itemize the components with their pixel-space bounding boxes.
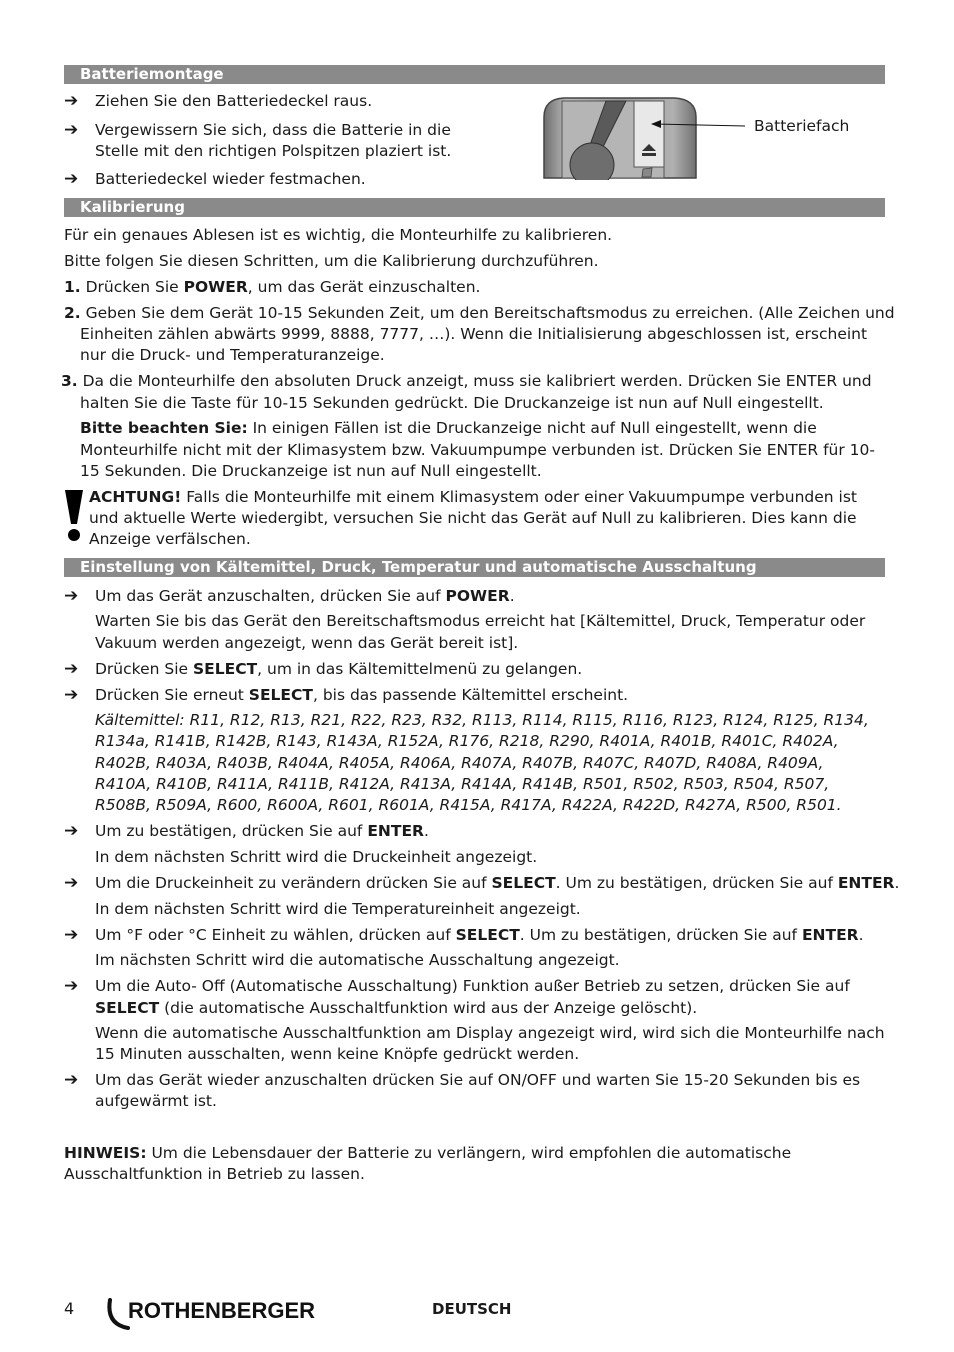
setup-step-pressure-unit: Um die Druckeinheit zu verändern drücken Sie auf SELECT. Um zu bestätigen, drücken Sie auf ENTER. [95, 874, 900, 892]
arrow-right-icon: ➔ [64, 685, 79, 705]
language-label: DEUTSCH [432, 1300, 512, 1318]
setup-step-restart-line2: aufgewärmt ist. [95, 1092, 217, 1110]
setup-step-select: Drücken Sie SELECT, um in das Kältemittelmenü zu gelangen. [95, 660, 583, 678]
svg-text:ROTHENBERGER: ROTHENBERGER [128, 1298, 316, 1323]
setup-step-confirm-sub: In dem nächsten Schritt wird die Druckeinheit angezeigt. [95, 848, 538, 866]
calibration-step-3-line1: 3. Da die Monteurhilfe den absoluten Druck anzeigt, muss sie kalibriert werden. Drücken Sie ENTER und [61, 372, 872, 390]
arrow-right-icon: ➔ [64, 976, 79, 996]
arrow-right-icon: ➔ [64, 659, 79, 679]
rothenberger-logo [104, 1294, 346, 1332]
battery-compartment-label: Batteriefach [754, 117, 850, 135]
setup-step-auto-off-sub2: 15 Minuten ausschalten, wenn keine Knöpfe gedrückt werden. [95, 1045, 580, 1063]
calibration-step-2-line2: Einheiten zählen abwärts 9999, 8888, 7777, …). Wenn die Initialisierung abgeschlossen ist, erscheint [80, 325, 868, 343]
calibration-intro-1: Für ein genaues Ablesen ist es wichtig, die Monteurhilfe zu kalibrieren. [64, 226, 613, 244]
setup-step-power: Um das Gerät anzuschalten, drücken Sie auf POWER. [95, 587, 515, 605]
battery-compartment-illustration [540, 95, 750, 180]
setup-step-auto-off-sub1: Wenn die automatische Ausschaltfunktion am Display angezeigt wird, wird sich die Monteurhilfe nach [95, 1024, 885, 1042]
calibration-step-1: 1. Drücken Sie POWER, um das Gerät einzuschalten. [64, 278, 481, 296]
setup-step-auto-off-line1: Um die Auto- Off (Automatische Ausschaltung) Funktion außer Betrieb zu setzen, drücken Sie auf [95, 977, 850, 995]
hint-line1: HINWEIS: Um die Lebensdauer der Batterie zu verlängern, wird empfohlen die automatische [64, 1144, 792, 1162]
hint-line2: Ausschaltfunktion in Betrieb zu lassen. [64, 1165, 365, 1183]
setup-step-auto-off-line2: SELECT (die automatische Ausschaltfunktion wird aus der Anzeige gelöscht). [95, 999, 698, 1017]
arrow-right-icon: ➔ [64, 925, 79, 945]
warning-line2: und aktuelle Werte wiedergibt, versuchen Sie nicht das Gerät auf Null zu kalibrieren. Dies kann die [89, 509, 857, 527]
arrow-right-icon: ➔ [64, 821, 79, 841]
battery-step-2-line1: Vergewissern Sie sich, dass die Batterie in die [95, 121, 451, 139]
battery-step-2-line2: Stelle mit den richtigen Polspitzen plaziert ist. [95, 142, 452, 160]
section-heading-batteriemontage: Batteriemontage [64, 65, 885, 84]
setup-step-confirm: Um zu bestätigen, drücken Sie auf ENTER. [95, 822, 429, 840]
refrigerant-list-line1: Kältemittel: R11, R12, R13, R21, R22, R23, R32, R113, R114, R115, R116, R123, R124, R125, R134, [95, 711, 869, 729]
refrigerant-list-line2: R134a, R141B, R142B, R143, R143A, R152A, R176, R218, R290, R401A, R401B, R401C, R402A, [95, 732, 839, 750]
calibration-intro-2: Bitte folgen Sie diesen Schritten, um die Kalibrierung durchzuführen. [64, 252, 599, 270]
arrow-right-icon: ➔ [64, 586, 79, 606]
arrow-right-icon: ➔ [64, 169, 79, 189]
calibration-note-line1: Bitte beachten Sie: In einigen Fällen ist die Druckanzeige nicht auf Null eingestellt, wenn die [80, 419, 817, 437]
setup-step-pressure-unit-sub: In dem nächsten Schritt wird die Temperatureinheit angezeigt. [95, 900, 581, 918]
setup-step-temperature-unit-sub: Im nächsten Schritt wird die automatische Ausschaltung angezeigt. [95, 951, 620, 969]
arrow-right-icon: ➔ [64, 1070, 79, 1090]
warning-line1: ACHTUNG! Falls die Monteurhilfe mit einem Klimasystem oder einer Vakuumpumpe verbunden ist [89, 488, 857, 506]
refrigerant-list-line3: R402B, R403A, R403B, R404A, R405A, R406A, R407A, R407B, R407C, R407D, R408A, R409A, [95, 754, 824, 772]
calibration-note-line3: 15 Sekunden. Die Druckanzeige ist nun auf Null eingestellt. [80, 462, 542, 480]
setup-step-select-again: Drücken Sie erneut SELECT, bis das passende Kältemittel erscheint. [95, 686, 629, 704]
setup-step-temperature-unit: Um °F oder °C Einheit zu wählen, drücken auf SELECT. Um zu bestätigen, drücken Sie auf ENTER. [95, 926, 864, 944]
setup-step-power-sub1: Warten Sie bis das Gerät den Bereitschaftsmodus erreicht hat [Kältemittel, Druck, Temperatur oder [95, 612, 866, 630]
arrow-right-icon: ➔ [64, 120, 79, 140]
warning-line3: Anzeige verfälschen. [89, 530, 251, 548]
calibration-note-line2: Monteurhilfe nicht mit der Klimasystem bzw. Vakuumpumpe verbunden ist. Drücken Sie ENTER für 10- [80, 441, 875, 459]
calibration-step-2-line1: 2. Geben Sie dem Gerät 10-15 Sekunden Zeit, um den Bereitschaftsmodus zu erreichen. (Alle Zeichen und [64, 304, 895, 322]
section-heading-einstellung: Einstellung von Kältemittel, Druck, Temperatur und automatische Ausschaltung [64, 558, 885, 577]
battery-step-1: Ziehen Sie den Batteriedeckel raus. [95, 92, 373, 110]
setup-step-power-sub2: Vakuum werden angezeigt, wenn das Gerät bereit ist]. [95, 634, 519, 652]
exclamation-icon [63, 488, 85, 543]
arrow-right-icon: ➔ [64, 91, 79, 111]
page-number: 4 [64, 1299, 75, 1318]
calibration-step-3-line2: halten Sie die Taste für 10-15 Sekunden gedrückt. Die Druckanzeige ist nun auf Null eingestellt. [80, 394, 824, 412]
refrigerant-list-line4: R410A, R410B, R411A, R411B, R412A, R413A, R414A, R414B, R501, R502, R503, R504, R507, [95, 775, 830, 793]
setup-step-restart-line1: Um das Gerät wieder anzuschalten drücken Sie auf ON/OFF und warten Sie 15-20 Sekunden bis es [95, 1071, 861, 1089]
section-heading-kalibrierung: Kalibrierung [64, 198, 885, 217]
calibration-step-2-line3: nur die Druck- und Temperaturanzeige. [80, 346, 385, 364]
refrigerant-list-line5: R508B, R509A, R600, R600A, R601, R601A, R415A, R417A, R422A, R422D, R427A, R500, R501. [95, 796, 842, 814]
arrow-right-icon: ➔ [64, 873, 79, 893]
battery-step-3: Batteriedeckel wieder festmachen. [95, 170, 366, 188]
